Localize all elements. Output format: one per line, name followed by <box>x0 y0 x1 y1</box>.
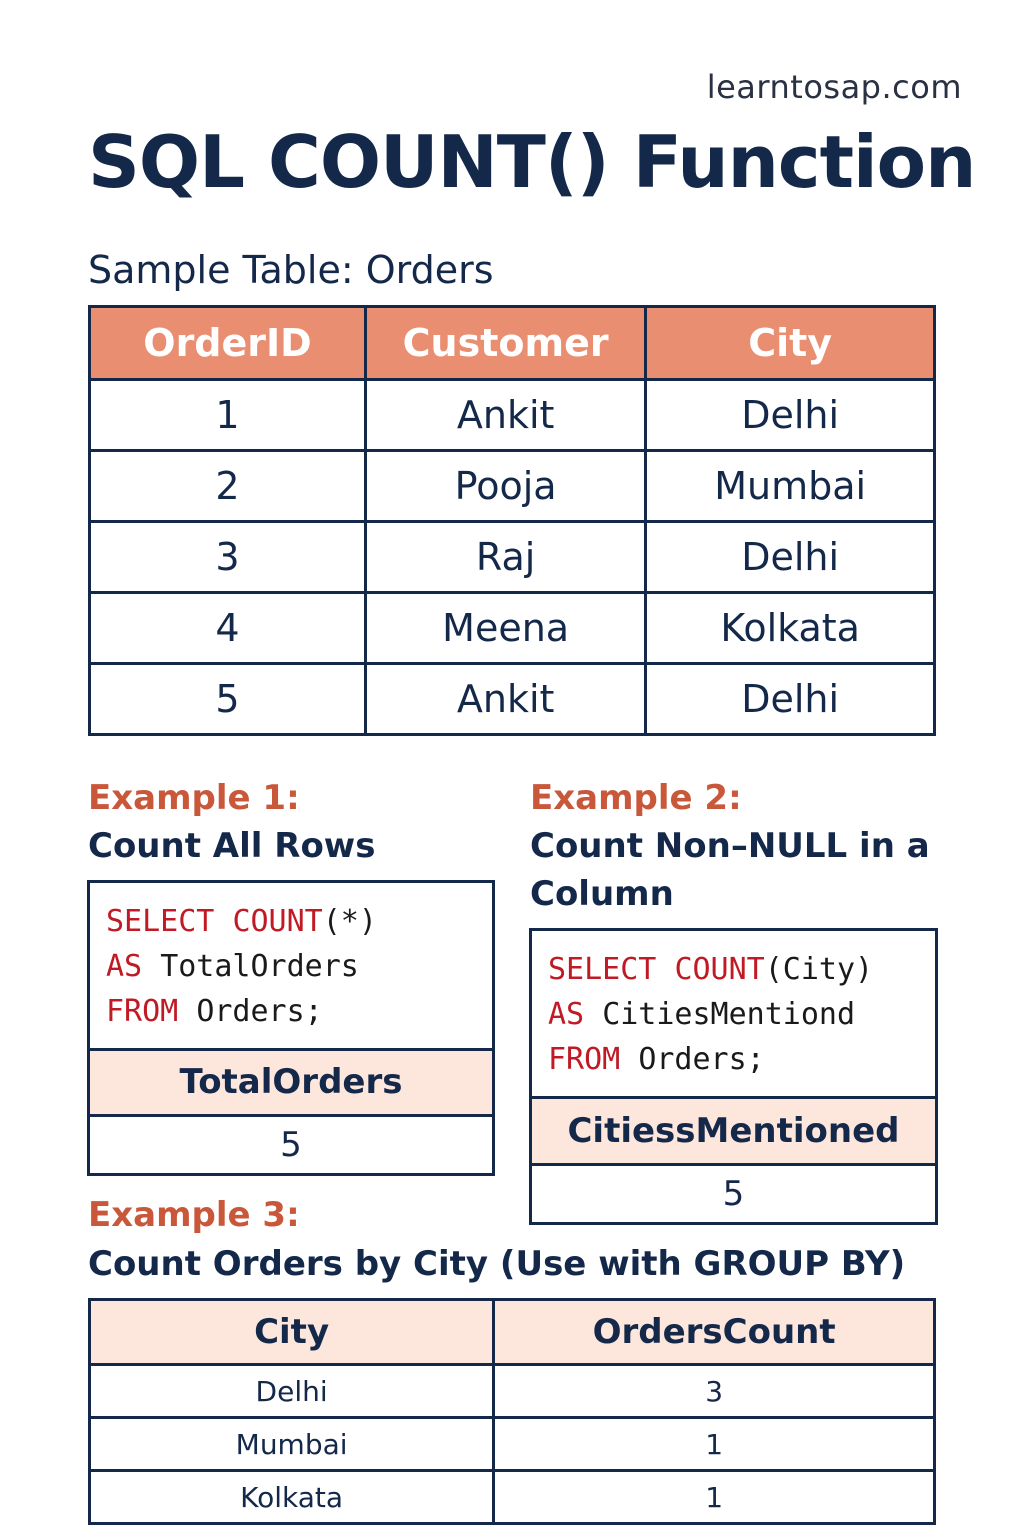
sql-keyword: SELECT <box>548 952 657 987</box>
example1-description: Count All Rows <box>88 826 376 866</box>
example2-result-value: 5 <box>532 1163 935 1222</box>
group-by-table <box>88 1298 936 1525</box>
table-row <box>90 1418 935 1471</box>
cell-orderid: 2 <box>90 451 366 522</box>
header-city: City <box>90 1300 494 1365</box>
sql-text: (*) <box>322 904 377 939</box>
example1-code-box <box>87 880 495 1176</box>
sql-text: CitiesMentiond <box>602 997 856 1032</box>
table-row <box>90 1471 935 1524</box>
header-city: City <box>646 307 935 380</box>
sql-keyword: AS <box>548 997 585 1032</box>
header-orderid: OrderID <box>90 307 366 380</box>
cell-city: Delhi <box>646 380 935 451</box>
table-row <box>90 664 935 735</box>
cell-customer: Pooja <box>365 451 645 522</box>
cell-city: Kolkata <box>646 593 935 664</box>
example1-label: Example 1: <box>88 778 300 818</box>
cell-orderid: 3 <box>90 522 366 593</box>
table-row <box>90 380 935 451</box>
table-row <box>90 593 935 664</box>
table-row <box>90 451 935 522</box>
sql-text: Orders; <box>638 1042 765 1077</box>
cell-orderid: 1 <box>90 380 366 451</box>
example3-label: Example 3: <box>88 1195 300 1235</box>
cell-customer: Ankit <box>365 380 645 451</box>
sql-keyword: COUNT <box>232 904 323 939</box>
cell-city: Delhi <box>646 522 935 593</box>
sample-table-label: Sample Table: Orders <box>88 248 494 292</box>
sql-keyword: FROM <box>106 994 179 1029</box>
cell-city: Kolkata <box>90 1471 494 1524</box>
example2-description-line2: Column <box>530 874 674 914</box>
sql-text: TotalOrders <box>160 949 359 984</box>
sql-keyword: COUNT <box>674 952 765 987</box>
example1-result-header: TotalOrders <box>90 1048 492 1114</box>
cell-customer: Raj <box>365 522 645 593</box>
cell-city: Delhi <box>90 1365 494 1418</box>
table-row <box>90 1365 935 1418</box>
example1-result-value: 5 <box>90 1114 492 1173</box>
table-row <box>90 522 935 593</box>
sql-text: Orders; <box>196 994 323 1029</box>
page-title: SQL COUNT() Function <box>88 120 976 204</box>
sql-keyword: SELECT <box>106 904 215 939</box>
example1-sql-code <box>90 883 492 1048</box>
sql-text: (City) <box>764 952 874 987</box>
sql-keyword: FROM <box>548 1042 621 1077</box>
cell-customer: Meena <box>365 593 645 664</box>
orders-table <box>88 305 936 736</box>
header-orderscount: OrdersCount <box>494 1300 935 1365</box>
cell-city: Mumbai <box>646 451 935 522</box>
site-watermark: learntosap.com <box>706 68 962 106</box>
example2-sql-code <box>532 931 935 1096</box>
example2-description-line1: Count Non–NULL in a <box>530 826 930 866</box>
cell-city: Delhi <box>646 664 935 735</box>
group-header-row <box>90 1300 935 1365</box>
example2-result-header: CitiessMentioned <box>532 1096 935 1163</box>
cell-orderscount: 1 <box>494 1418 935 1471</box>
cell-orderid: 4 <box>90 593 366 664</box>
example3-description: Count Orders by City (Use with GROUP BY) <box>88 1244 906 1284</box>
cell-city: Mumbai <box>90 1418 494 1471</box>
cell-orderscount: 3 <box>494 1365 935 1418</box>
cell-orderscount: 1 <box>494 1471 935 1524</box>
example2-code-box <box>529 928 938 1225</box>
sql-keyword: AS <box>106 949 143 984</box>
cell-customer: Ankit <box>365 664 645 735</box>
cell-orderid: 5 <box>90 664 366 735</box>
orders-header-row <box>90 307 935 380</box>
header-customer: Customer <box>365 307 645 380</box>
example2-label: Example 2: <box>530 778 742 818</box>
example2-description <box>530 822 930 918</box>
